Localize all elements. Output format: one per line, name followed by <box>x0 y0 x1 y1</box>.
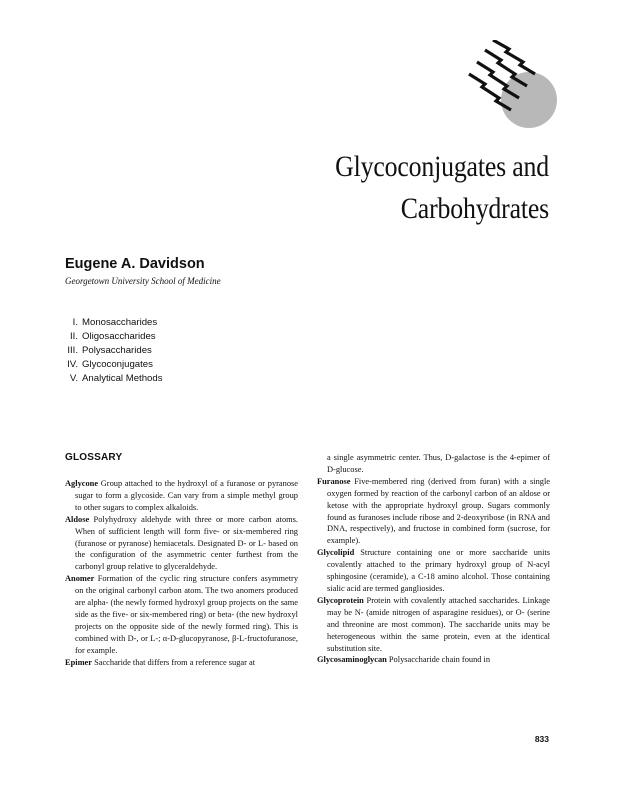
glossary-entry: Epimer Saccharide that differs from a reference sugar at <box>65 657 256 667</box>
outline-item: V. Analytical Methods <box>69 373 163 384</box>
glossary-entry: Glycosaminoglycan Polysaccharide chain found in <box>317 655 491 665</box>
glossary-entry: Aglycone Group attached to the hydroxyl of a furanose or pyranose sugar to form a glycoside. Can vary from a simple methyl group to other sugars to complex alkaloids. <box>65 479 298 512</box>
glossary-entry: Glycoprotein Protein with covalently attached saccharides. Linkage may be N- (amide nitrogen of asparagine residues), or O- (serine and threonine are most common). The saccharide units may be heterogeneous within the same protein, even at the identical substitution site. <box>317 595 551 653</box>
glossary-entry: Furanose Five-membered ring (derived from furan) with a single oxygen formed by reaction of the carbonyl carbon of an aldose or ketose with the appropriate hydroxyl group. Sugars commonly found as furanoses include ribose and 2-deoxyribose (in RNA and DNA, respectively), and fructose in combined form (sucrose, for example). <box>317 476 551 546</box>
author-affiliation: Georgetown University School of Medicine <box>65 276 221 286</box>
outline-item: III. Polysaccharides <box>67 345 152 356</box>
glossary-entry: Anomer Formation of the cyclic ring structure confers asymmetry on the original carbonyl carbon atom. The two anomers produced are alpha- (the newly formed hydroxyl group projects on the same side as the five- or six-membered ring) or beta- (the new hydroxyl projects on the opposite side of the newly formed ring). This is combined with D-, or L-; α-D-glucopyranose, β-L-fructofuranose, for example. <box>65 574 299 655</box>
page-number: 833 <box>534 734 549 744</box>
glossary-column-left <box>65 478 298 669</box>
lightning-logo-icon <box>463 40 563 130</box>
title-line-1: Glycoconjugates and <box>335 150 549 183</box>
glossary-entry: a single asymmetric center. Thus, D-galactose is the 4-epimer of D-glucose. <box>327 453 550 474</box>
glossary-entry: Aldose Polyhydroxy aldehyde with three or more carbon atoms. When of sufficient length will form five- or six-membered ring (furanose or pyranose) hemiacetals. Designated D- or L- based on the configuration of the asymmetric center furthest from the carbonyl group relative to glyceraldehyde. <box>65 514 298 572</box>
chapter-title <box>222 146 549 230</box>
outline-item: IV. Glycoconjugates <box>67 359 153 370</box>
glossary-entry: Glycolipid Structure containing one or more saccharide units covalently attached to the primary hydroxyl group of N-acyl sphingosine (ceramide), a C-18 amino alcohol. Those containing sialic acid are termed gangliosides. <box>317 548 551 593</box>
outline-item: I. Monosaccharides <box>72 317 158 328</box>
outline-item: II. Oligosaccharides <box>70 331 156 342</box>
glossary-column-right <box>317 452 550 666</box>
chapter-outline <box>64 316 163 386</box>
title-line-2: Carbohydrates <box>400 192 549 225</box>
glossary-heading: GLOSSARY <box>65 452 123 463</box>
author-name: Eugene A. Davidson <box>65 256 205 272</box>
